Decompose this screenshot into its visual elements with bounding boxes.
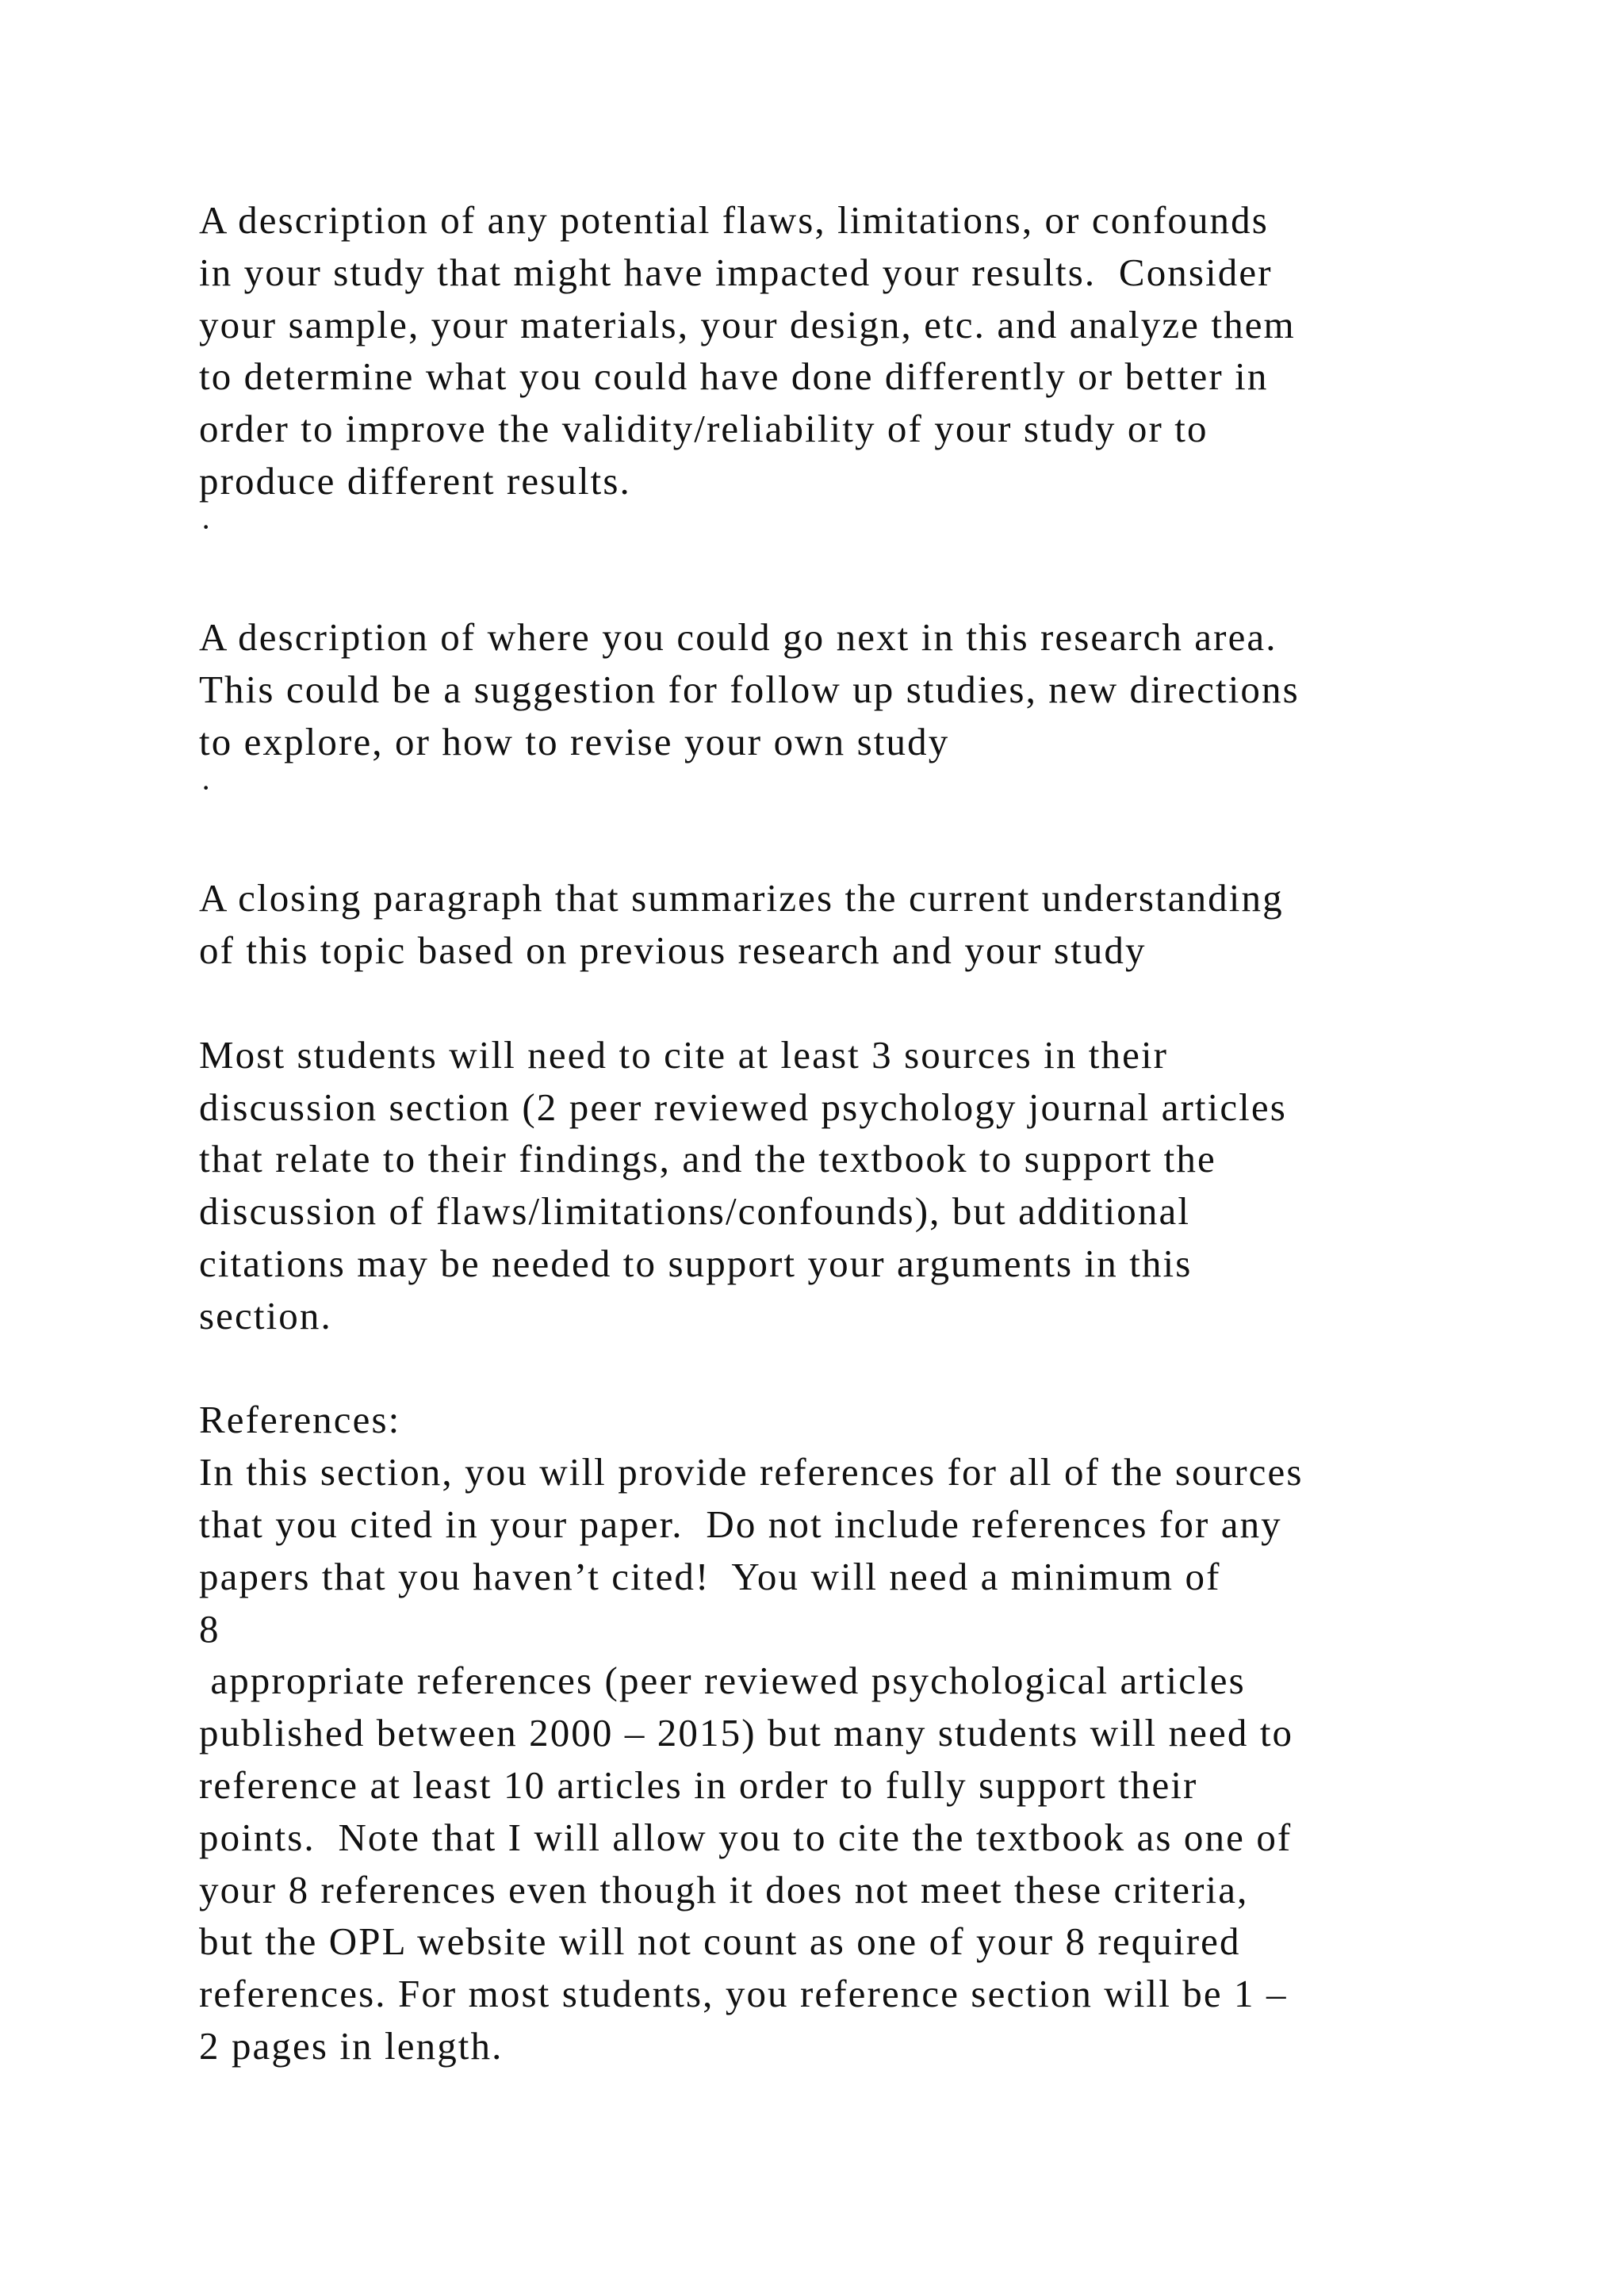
text-line: In this section, you will provide references for all of the sources xyxy=(199,1450,1304,1494)
text-line: points. Note that I will allow you to cite the textbook as one of xyxy=(199,1815,1293,1859)
text-line: in your study that might have impacted your results. Consider xyxy=(199,250,1273,294)
text-line: but the OPL website will not count as one of your 8 required xyxy=(199,1919,1241,1964)
text-line: published between 2000 – 2015) but many students will need to xyxy=(199,1711,1294,1755)
text-line: discussion section (2 peer reviewed psychology journal articles xyxy=(199,1085,1287,1129)
paragraph-closing xyxy=(199,872,1547,977)
text-line: Most students will need to cite at least 3 sources in their xyxy=(199,1032,1169,1077)
text-line: that you cited in your paper. Do not include references for any xyxy=(199,1502,1282,1546)
text-line: citations may be needed to support your arguments in this xyxy=(199,1241,1193,1285)
text-line: to explore, or how to revise your own study xyxy=(199,719,950,763)
text-line: that relate to their findings, and the textbook to support the xyxy=(199,1137,1216,1181)
text-line: references. For most students, you reference section will be 1 – xyxy=(199,1972,1288,2016)
text-line: A description of where you could go next in this research area. xyxy=(199,615,1277,660)
text-line: reference at least 10 articles in order to fully support their xyxy=(199,1762,1198,1807)
paragraph-flaws xyxy=(199,194,1547,560)
text-line: section. xyxy=(199,1293,332,1337)
text-line: your sample, your materials, your design, etc. and analyze them xyxy=(199,302,1296,346)
text-line: order to improve the validity/reliability of your study or to xyxy=(199,407,1208,451)
text-line: A closing paragraph that summarizes the current understanding xyxy=(199,876,1284,920)
text-line: of this topic based on previous research and your study xyxy=(199,928,1147,973)
bullet-dot: · xyxy=(201,769,213,806)
paragraph-next-steps xyxy=(199,611,1547,820)
section-heading-references: References: xyxy=(199,1398,401,1442)
blank-line xyxy=(199,821,1547,873)
text-line: A description of any potential flaws, limitations, or confounds xyxy=(199,198,1269,242)
text-line: 2 pages in length. xyxy=(199,2023,504,2068)
text-line: produce different results. xyxy=(199,458,631,503)
blank-line xyxy=(199,977,1547,1029)
paragraph-citations xyxy=(199,1029,1547,1342)
document-body xyxy=(199,194,1547,2072)
text-line: papers that you haven’t cited! You will need a minimum of xyxy=(199,1554,1221,1598)
text-line: appropriate references (peer reviewed psychological articles xyxy=(199,1659,1246,1703)
blank-line xyxy=(199,1342,1547,1395)
text-line: 8 xyxy=(199,1606,220,1651)
text-line: your 8 references even though it does not meet these criteria, xyxy=(199,1867,1249,1911)
text-line: discussion of flaws/limitations/confounds), but additional xyxy=(199,1189,1191,1234)
paragraph-references xyxy=(199,1394,1547,2072)
text-line: This could be a suggestion for follow up studies, new directions xyxy=(199,668,1300,712)
bullet-dot: · xyxy=(201,508,213,545)
text-line: to determine what you could have done differently or better in xyxy=(199,354,1269,399)
blank-line xyxy=(199,560,1547,612)
